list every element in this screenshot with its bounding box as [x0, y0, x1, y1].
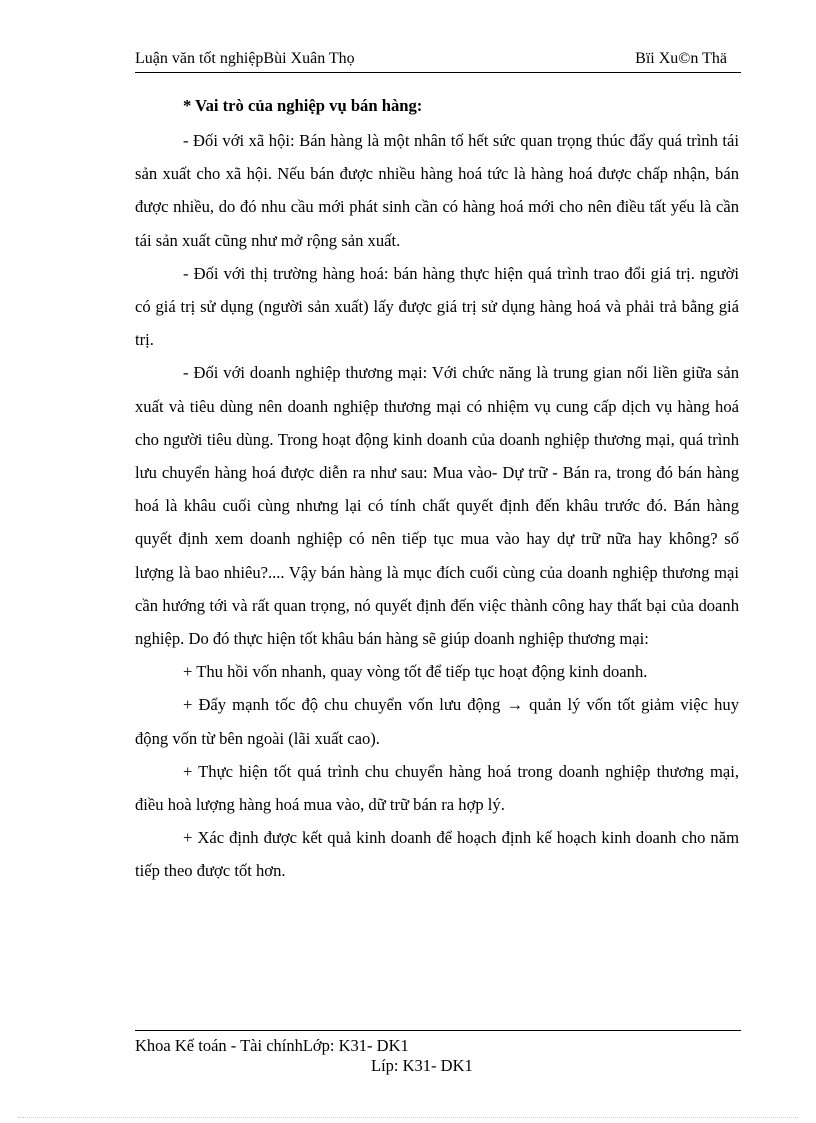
paragraph-social-role: - Đối với xã hội: Bán hàng là một nhân tố hết sức quan trọng thúc đẩy quá trình tái sản xuất cho xã hội. Nếu bán được nhiều hàng hoá tức là hàng hoá được chấp nhận, bán được nhiều, do đó nhu cầu mới phát sinh cần có hàng hoá mới cho nên điều tất yếu là cần tái sản xuất cũng như mở rộng sản xuất. — [135, 131, 739, 250]
bullet-business-results: + Xác định được kết quả kinh doanh để hoạch định kế hoạch kinh doanh cho năm tiếp theo được tốt hơn. — [135, 828, 739, 881]
page-header — [135, 50, 741, 73]
bullet-capital-recovery: + Thu hồi vốn nhanh, quay vòng tốt để tiếp tục hoạt động kinh doanh. — [183, 662, 648, 682]
section-heading: * Vai trò của nghiệp vụ bán hàng: — [183, 96, 423, 115]
header-right-text: Bïi Xu©n Thä — [635, 50, 727, 67]
footer-line-1: Khoa Kế toán - Tài chínhLớp: K31- DK1 — [135, 1036, 409, 1055]
body-content — [135, 92, 739, 888]
bullet-goods-circulation: + Thực hiện tốt quá trình chu chuyển hàng hoá trong doanh nghiệp thương mại, điều hoà lượng hàng hoá mua vào, dữ trữ bán ra hợp lý. — [135, 761, 739, 815]
paragraph-market-role: - Đối với thị trường hàng hoá: bán hàng thực hiện quá trình trao đổi giá trị. người có giá trị sử dụng (người sản xuất) lấy được giá trị sử dụng hàng hoá và phải trả bằng giá trị. — [135, 263, 739, 350]
page-bottom-dotted-line — [18, 1117, 798, 1118]
paragraph-enterprise-role: - Đối với doanh nghiệp thương mại: Với chức năng là trung gian nối liền giữa sản xuất và tiêu dùng nên doanh nghiệp thương mại có nhiệm vụ cung cấp dịch vụ hàng hoá cho người tiêu dùng. Trong hoạt động kinh doanh của doanh nghiệp thương mại, quá trình lưu chuyển hàng hoá được diễn ra như sau: Mua vào- Dự trữ - Bán ra, trong đó bán hàng hoá là khâu cuối cùng nhưng lại có tính chất quyết định đến khâu trước đó. Bán hàng quyết định xem doanh nghiệp có nên tiếp tục mua vào hay dự trữ nữa hay không? số lượng là bao nhiêu?.... Vậy bán hàng là mục đích cuối cùng của doanh nghiệp thương mại cần hướng tới và rất quan trọng, nó quyết định đến việc thành công hay thất bại của doanh nghiệp. Do đó thực hiện tốt khâu bán hàng sẽ giúp doanh nghiệp thương mại: — [135, 363, 739, 649]
footer-divider — [135, 1030, 741, 1031]
bullet-working-capital: + Đẩy mạnh tốc độ chu chuyển vốn lưu động → quản lý vốn tốt giảm việc huy động vốn từ bên ngoài (lãi xuất cao). — [135, 695, 739, 748]
header-left-text: Luận văn tốt nghiệpBùi Xuân Thọ — [135, 50, 355, 67]
footer-line-2: Líp: K31- DK1 — [371, 1056, 473, 1075]
